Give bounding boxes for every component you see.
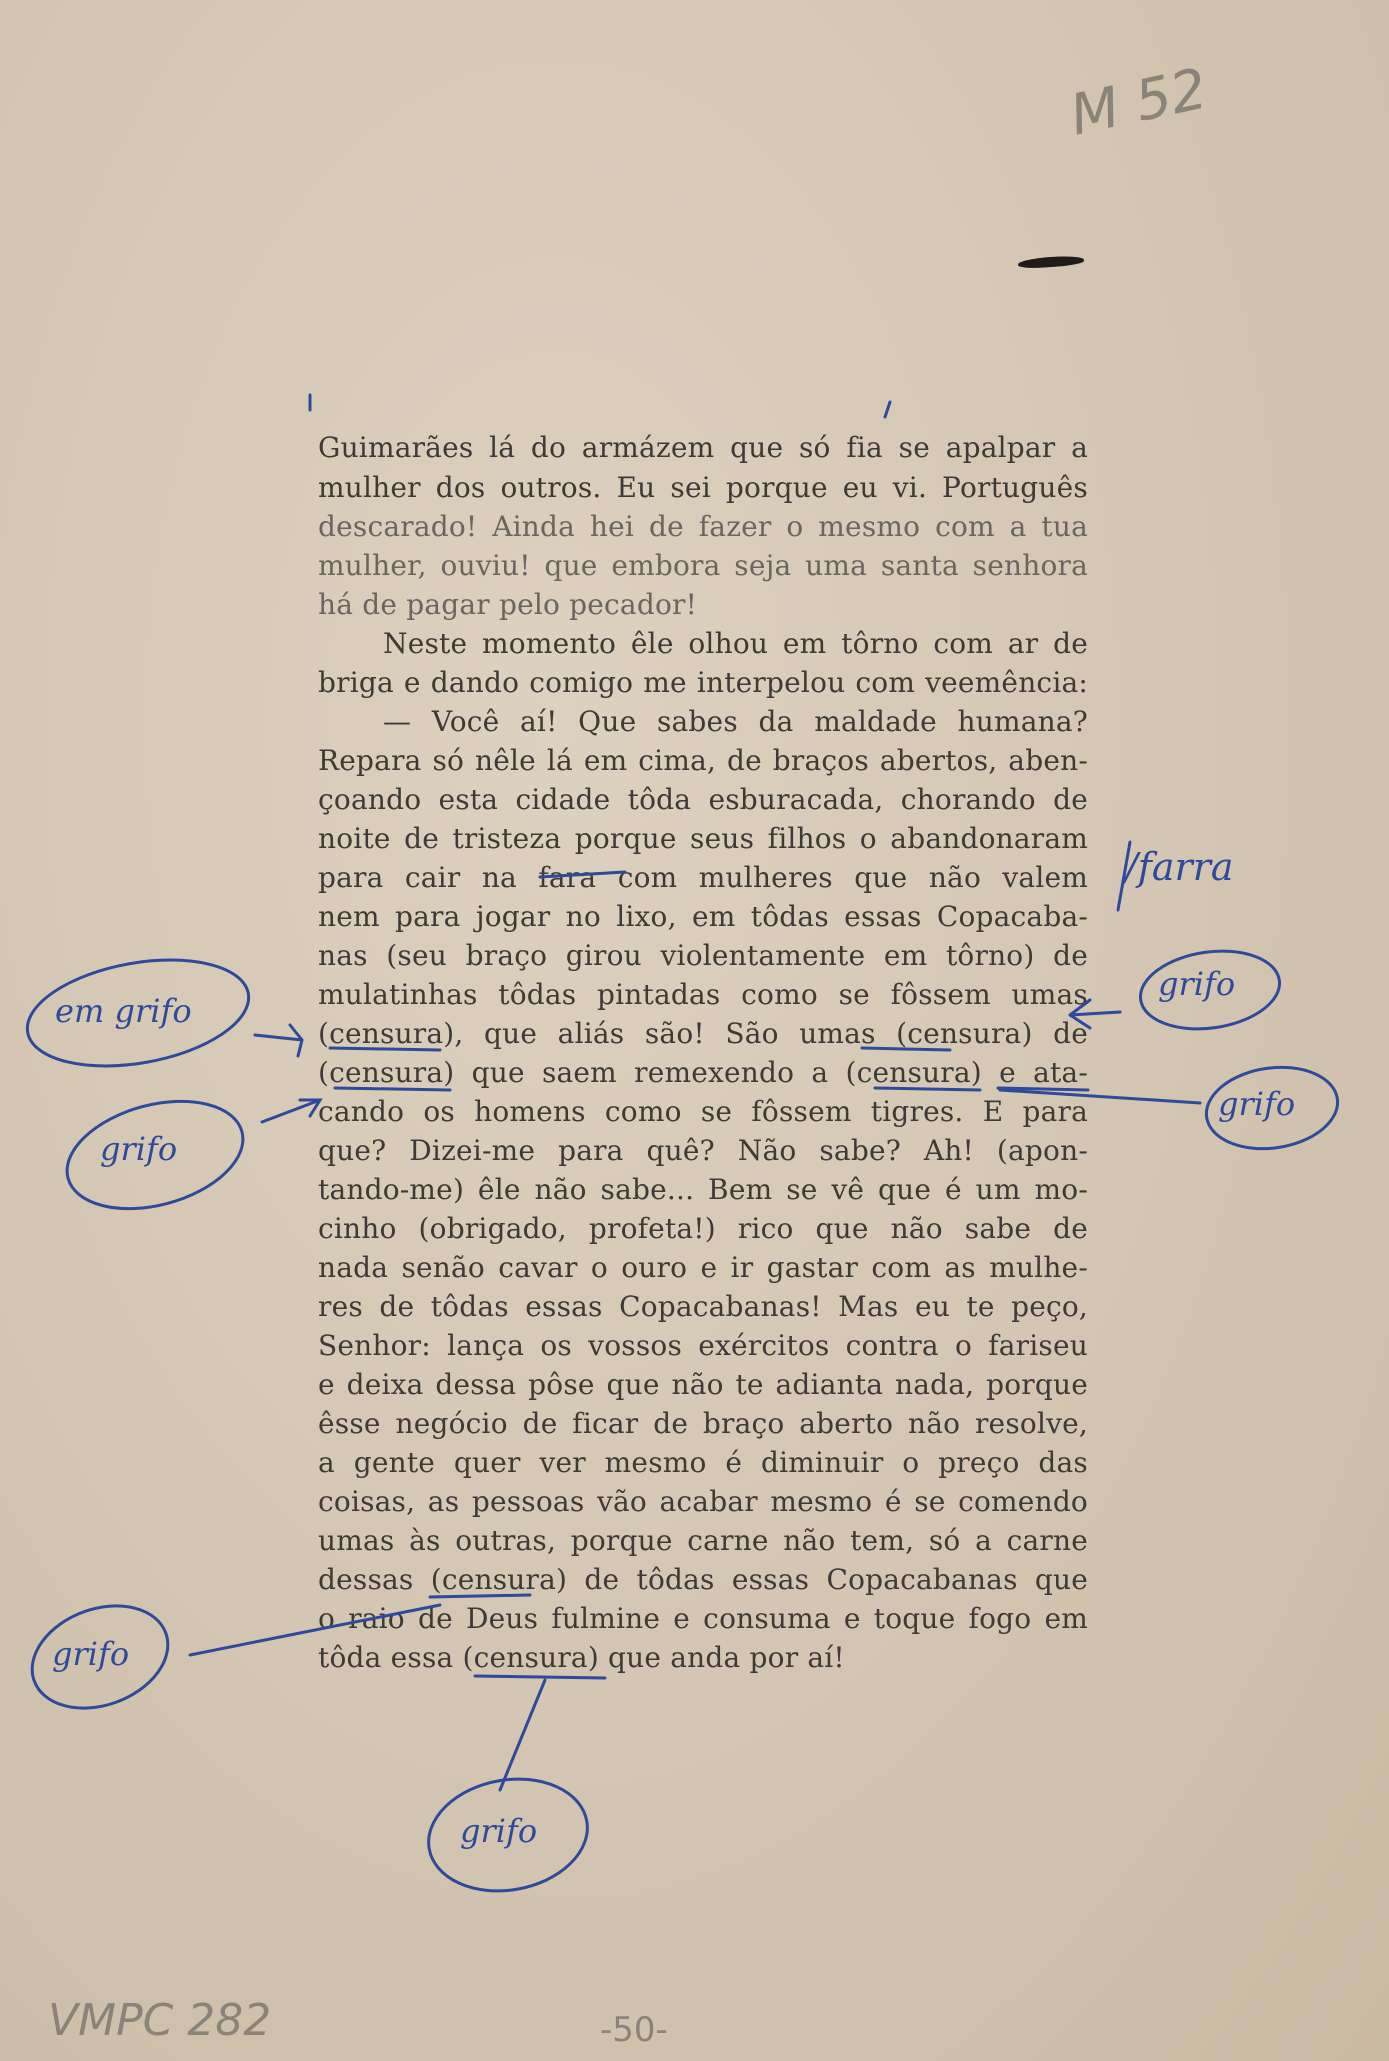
text-line: (censura), que aliás são! São umas (censura) de bbox=[318, 1017, 1088, 1050]
text-line: — Você aí! Que sabes da maldade humana? bbox=[383, 705, 1088, 738]
underline-censura-4 bbox=[875, 1088, 980, 1090]
text-line: para cair na fara com mulheres que não valem bbox=[318, 861, 1088, 894]
text-line: nada senão cavar o ouro e ir gastar com as mulhe- bbox=[318, 1251, 1088, 1284]
text-line: cinho (obrigado, profeta!) rico que não sabe de bbox=[318, 1212, 1088, 1245]
text-line: tando-me) êle não sabe... Bem se vê que é um mo- bbox=[318, 1173, 1088, 1206]
text-line: coisas, as pessoas vão acabar mesmo é se comendo bbox=[318, 1485, 1088, 1518]
archive-code: VMPC 282 bbox=[48, 1995, 272, 2046]
text-line: çoando esta cidade tôda esburacada, chorando de bbox=[318, 783, 1088, 816]
arrow-umas bbox=[1070, 1000, 1120, 1028]
grifo-label-bottom: grifo bbox=[460, 1812, 538, 1850]
grifo-label-left: grifo bbox=[100, 1130, 178, 1168]
text-line: dessas (censura) de tôdas essas Copacabanas que bbox=[318, 1563, 1088, 1596]
grifo-label-right-2: grifo bbox=[1218, 1085, 1296, 1123]
arrow-left-2 bbox=[262, 1100, 320, 1122]
margin-correction: /farra bbox=[1125, 845, 1234, 889]
text-line: Guimarães lá do armázem que só fia se apalpar a bbox=[318, 431, 1088, 464]
arrow-left-1 bbox=[255, 1025, 302, 1056]
text-line: há de pagar pelo pecador! bbox=[318, 588, 698, 621]
text-line: mulher, ouviu! que embora seja uma santa senhora bbox=[318, 549, 1088, 582]
text-line: umas às outras, porque carne não tem, só a carne bbox=[318, 1524, 1088, 1557]
strike-fara bbox=[540, 872, 625, 877]
underline-censura-2 bbox=[862, 1048, 950, 1050]
text-line: o raio de Deus fulmine e consuma e toque fogo em bbox=[318, 1602, 1088, 1635]
text-line: Repara só nêle lá em cima, de braços abertos, aben- bbox=[318, 744, 1088, 777]
text-line: e deixa dessa pôse que não te adianta nada, porque bbox=[318, 1368, 1088, 1401]
text-line: tôda essa (censura) que anda por aí! bbox=[318, 1641, 845, 1674]
underline-censura-5 bbox=[430, 1595, 530, 1597]
underline-censura-3 bbox=[335, 1088, 450, 1090]
leader-bottom bbox=[500, 1680, 545, 1790]
text-line: que? Dizei-me para quê? Não sabe? Ah! (apon- bbox=[318, 1134, 1088, 1167]
leader-ata bbox=[1000, 1090, 1200, 1103]
text-line: (censura) que saem remexendo a (censura) e ata- bbox=[318, 1056, 1088, 1089]
underline-censura-1 bbox=[330, 1048, 440, 1050]
text-line: nas (seu braço girou violentamente em tôrno) de bbox=[318, 939, 1088, 972]
underline-censura-6 bbox=[475, 1676, 605, 1678]
underline-ata bbox=[998, 1088, 1088, 1090]
archive-number: M 52 bbox=[1064, 56, 1213, 149]
text-line: res de tôdas essas Copacabanas! Mas eu te peço, bbox=[318, 1290, 1088, 1323]
text-line: mulatinhas tôdas pintadas como se fôssem umas bbox=[318, 978, 1088, 1011]
text-line: a gente quer ver mesmo é diminuir o preço das bbox=[318, 1446, 1088, 1479]
page-number: -50- bbox=[600, 2010, 668, 2050]
em-grifo-label: em grifo bbox=[55, 992, 192, 1030]
text-line: noite de tristeza porque seus filhos o abandonaram bbox=[318, 822, 1088, 855]
text-line: êsse negócio de ficar de braço aberto não resolve, bbox=[318, 1407, 1088, 1440]
text-line: Neste momento êle olhou em tôrno com ar de bbox=[383, 627, 1088, 660]
text-line: cando os homens como se fôssem tigres. E para bbox=[318, 1095, 1088, 1128]
grifo-label-right-1: grifo bbox=[1158, 965, 1236, 1003]
leader-bottom-left bbox=[190, 1605, 440, 1655]
grifo-label-bottom-left: grifo bbox=[52, 1635, 130, 1673]
text-line: Senhor: lança os vossos exércitos contra o fariseu bbox=[318, 1329, 1088, 1362]
text-line: mulher dos outros. Eu sei porque eu vi. Português bbox=[318, 471, 1088, 504]
text-line: descarado! Ainda hei de fazer o mesmo com a tua bbox=[318, 510, 1088, 543]
text-line: nem para jogar no lixo, em tôdas essas Copacaba- bbox=[318, 900, 1088, 933]
text-line: briga e dando comigo me interpelou com veemência: bbox=[318, 666, 1088, 699]
